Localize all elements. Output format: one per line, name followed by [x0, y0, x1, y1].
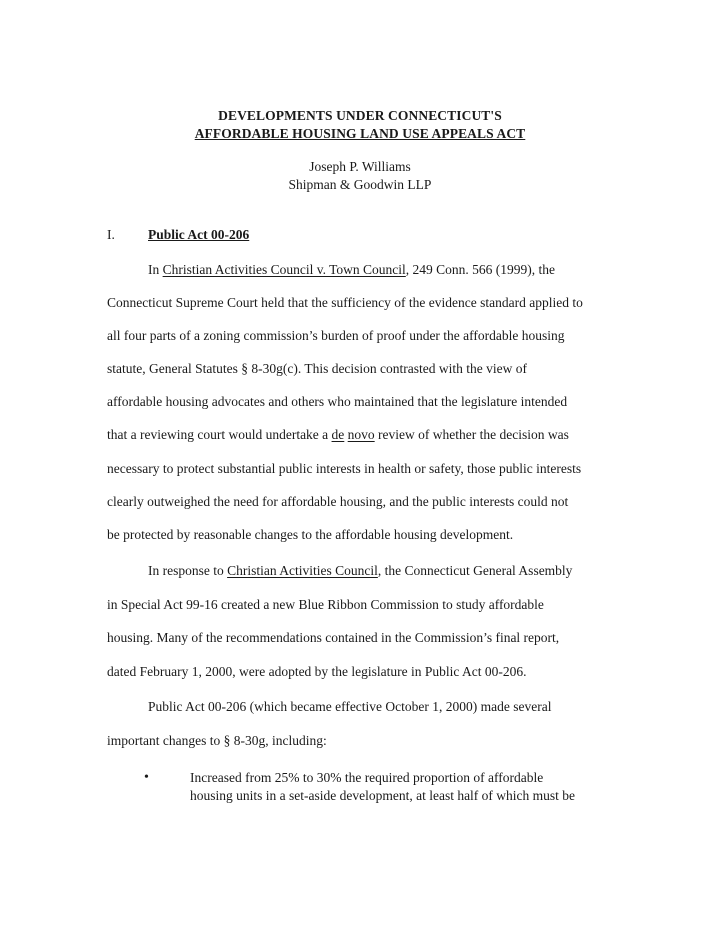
para1-line-9: be protected by reasonable changes to the affordable housing development.	[107, 527, 514, 542]
para3-line-1: Public Act 00-206 (which became effective October 1, 2000) made several	[148, 699, 552, 714]
para2-line-2: in Special Act 99-16 created a new Blue Ribbon Commission to study affordable	[107, 597, 544, 612]
case-citation: Christian Activities Council	[227, 563, 378, 578]
title-line-1: DEVELOPMENTS UNDER CONNECTICUT'S	[218, 108, 502, 123]
text-span: review of whether the decision was	[374, 427, 569, 442]
section-number: I.	[107, 227, 115, 242]
para1-line-8: clearly outweighed the need for affordable housing, and the public interests could not	[107, 494, 569, 509]
text-span: In	[148, 262, 163, 277]
para1-line-5: affordable housing advocates and others who maintained that the legislature intended	[107, 394, 568, 409]
para1-line-6	[107, 427, 627, 443]
latin-term-novo: novo	[347, 427, 375, 442]
para2-line-1	[148, 563, 668, 579]
bullet1-line-1: Increased from 25% to 30% the required proportion of affordable	[190, 770, 544, 785]
section-heading: Public Act 00-206	[148, 227, 250, 242]
para3-line-2: important changes to § 8-30g, including:	[107, 733, 327, 748]
para1-line-2: Connecticut Supreme Court held that the sufficiency of the evidence standard applied to	[107, 295, 583, 310]
text-span: , 249 Conn. 566 (1999), the	[405, 262, 556, 277]
latin-term-de: de	[331, 427, 345, 442]
para2-line-3: housing. Many of the recommendations contained in the Commission’s final report,	[107, 630, 560, 645]
para2-line-4: dated February 1, 2000, were adopted by the legislature in Public Act 00-206.	[107, 664, 527, 679]
para1-line-7: necessary to protect substantial public interests in health or safety, those public interests	[107, 461, 582, 476]
text-span: , the Connecticut General Assembly	[377, 563, 573, 578]
para1-line-4: statute, General Statutes § 8-30g(c). This decision contrasted with the view of	[107, 361, 528, 376]
bullet-icon: •	[144, 770, 149, 785]
title-line-2: AFFORDABLE HOUSING LAND USE APPEALS ACT	[194, 126, 526, 141]
para1-line-1	[148, 262, 668, 278]
author-name: Joseph P. Williams	[309, 159, 411, 174]
author-firm: Shipman & Goodwin LLP	[288, 177, 432, 192]
bullet1-line-2: housing units in a set-aside development, at least half of which must be	[190, 788, 576, 803]
text-span: In response to	[148, 563, 228, 578]
text-span: that a reviewing court would undertake a	[107, 427, 332, 442]
case-citation: Christian Activities Council v. Town Council	[162, 262, 406, 277]
para1-line-3: all four parts of a zoning commission’s burden of proof under the affordable housing	[107, 328, 565, 343]
